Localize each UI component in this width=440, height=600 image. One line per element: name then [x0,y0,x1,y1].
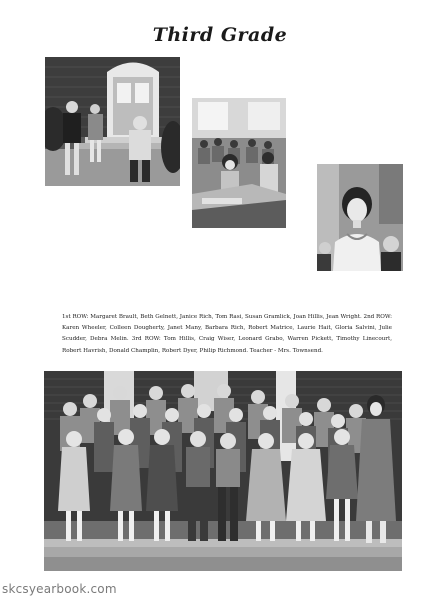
photo-teacher [317,164,403,271]
watermark: skcsyearbook.com [2,582,117,596]
class-roster-caption: 1st ROW: Margaret Brault, Beth Gelnett, Janice Rich, Tom Rasi, Susan Gramlick, Joan Hillis, Jean Wright. 2nd ROW: Karen Wheeler, Colleen Dougherty, Janet Many, Barbara Rich, Robert Matrice, Laurie Hait, Gloria Salvini, Julie Scudder, Debra Melin. 3rd ROW: Tom Hillis, Craig Wiser, Leonard Grabo, Warren Pickett, Timothy Linecourt, Robert Havrish, Donald Champlin, Robert Dyer, Philip Richmond. Teacher - Mrs. Townsend. [62,314,392,354]
photo-class-group [44,371,402,571]
page-title: Third Grade [152,24,288,46]
photo-classroom [192,98,286,228]
photo-school-entrance [45,57,180,186]
